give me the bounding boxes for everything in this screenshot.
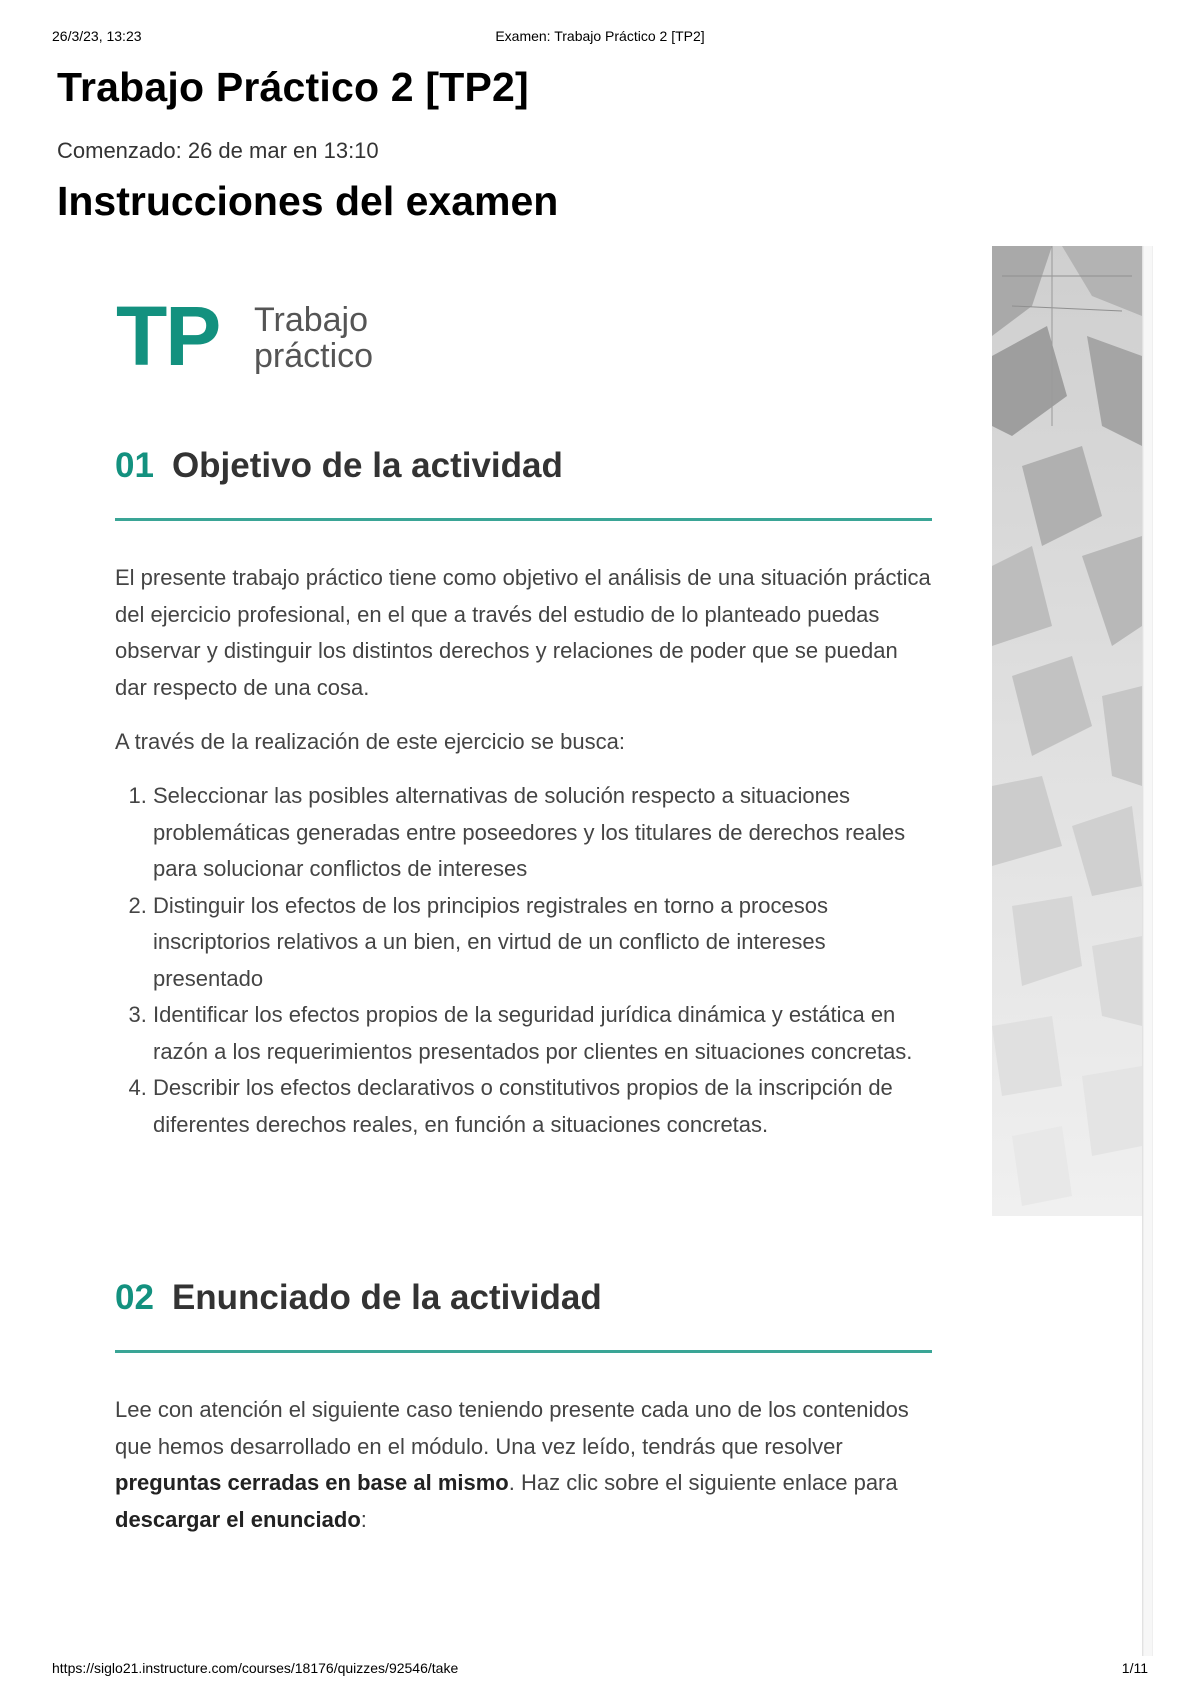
instructions-heading: Instrucciones del examen [57,178,559,224]
section-divider [115,518,932,521]
section-title: Enunciado de la actividad [171,1278,602,1317]
architecture-pattern-icon [992,246,1142,1216]
enunciado-bold-text: preguntas cerradas en base al mismo [115,1470,509,1495]
print-date: 26/3/23, 13:23 [52,28,142,44]
list-item: 4. Describir los efectos declarativos o constitutivos propios de la inscripción de diferentes derechos reales, en función a situaciones concretas. [153,1070,935,1143]
decorative-background-image [992,246,1142,1216]
print-header [52,28,1148,48]
list-item: 1. Seleccionar las posibles alternativas de solución respecto a situaciones problemáticas generadas entre poseedores y los titulares de derechos reales para solucionar conflictos de intereses [153,778,935,888]
section-title: Objetivo de la actividad [171,446,563,485]
enunciado-text: . Haz clic sobre el siguiente enlace para [508,1470,898,1495]
scrollbar-thumb[interactable] [1144,246,1152,1656]
list-item: 2. Distinguir los efectos de los principios registrales en torno a procesos inscriptorios relativos a un bien, en virtud de un conflicto de intereses presentado [153,888,935,998]
section-heading-enunciado [115,1278,931,1318]
section-number: 02 [115,1278,154,1317]
page-number: 1/11 [1121,1660,1148,1676]
objective-intro: A través de la realización de este ejercicio se busca: [115,729,625,754]
page-url: https://siglo21.instructure.com/courses/18176/quizzes/92546/take [52,1660,459,1676]
enunciado-text: : [360,1506,367,1532]
quiz-title: Trabajo Práctico 2 [TP2] [57,64,529,110]
quiz-started-time: Comenzado: 26 de mar en 13:10 [57,138,379,163]
objective-paragraph: El presente trabajo práctico tiene como objetivo el análisis de una situación práctica del ejercicio profesional, en el que a través del estudio de lo planteado puedas observar y distinguir los distintos derechos y relaciones de poder que se puedan dar respecto de una cosa. [115,565,931,700]
enunciado-text: Lee con atención el siguiente caso teniendo presente cada uno de los contenidos que hemos desarrollado en el módulo. Una vez leído, tendrás que resolver [115,1397,909,1459]
section-heading-objetivo [115,446,931,486]
list-item: 3. Identificar los efectos propios de la seguridad jurídica dinámica y estática en razón a los requerimientos presentados por clientes en situaciones concretas. [153,997,935,1070]
enunciado-bold-text: descargar el enunciado [115,1506,361,1532]
tp-logo-mark: TP [116,289,220,383]
tp-logo-word-trabajo: Trabajo [254,301,369,339]
section-divider [115,1350,932,1353]
content-scrollbar[interactable] [1142,246,1153,1656]
tp-logo-word-practico: práctico [254,337,374,375]
print-document-title: Examen: Trabajo Práctico 2 [TP2] [495,28,705,44]
section-number: 01 [115,446,154,485]
objectives-list [115,778,935,1143]
enunciado-paragraph [115,1392,935,1538]
